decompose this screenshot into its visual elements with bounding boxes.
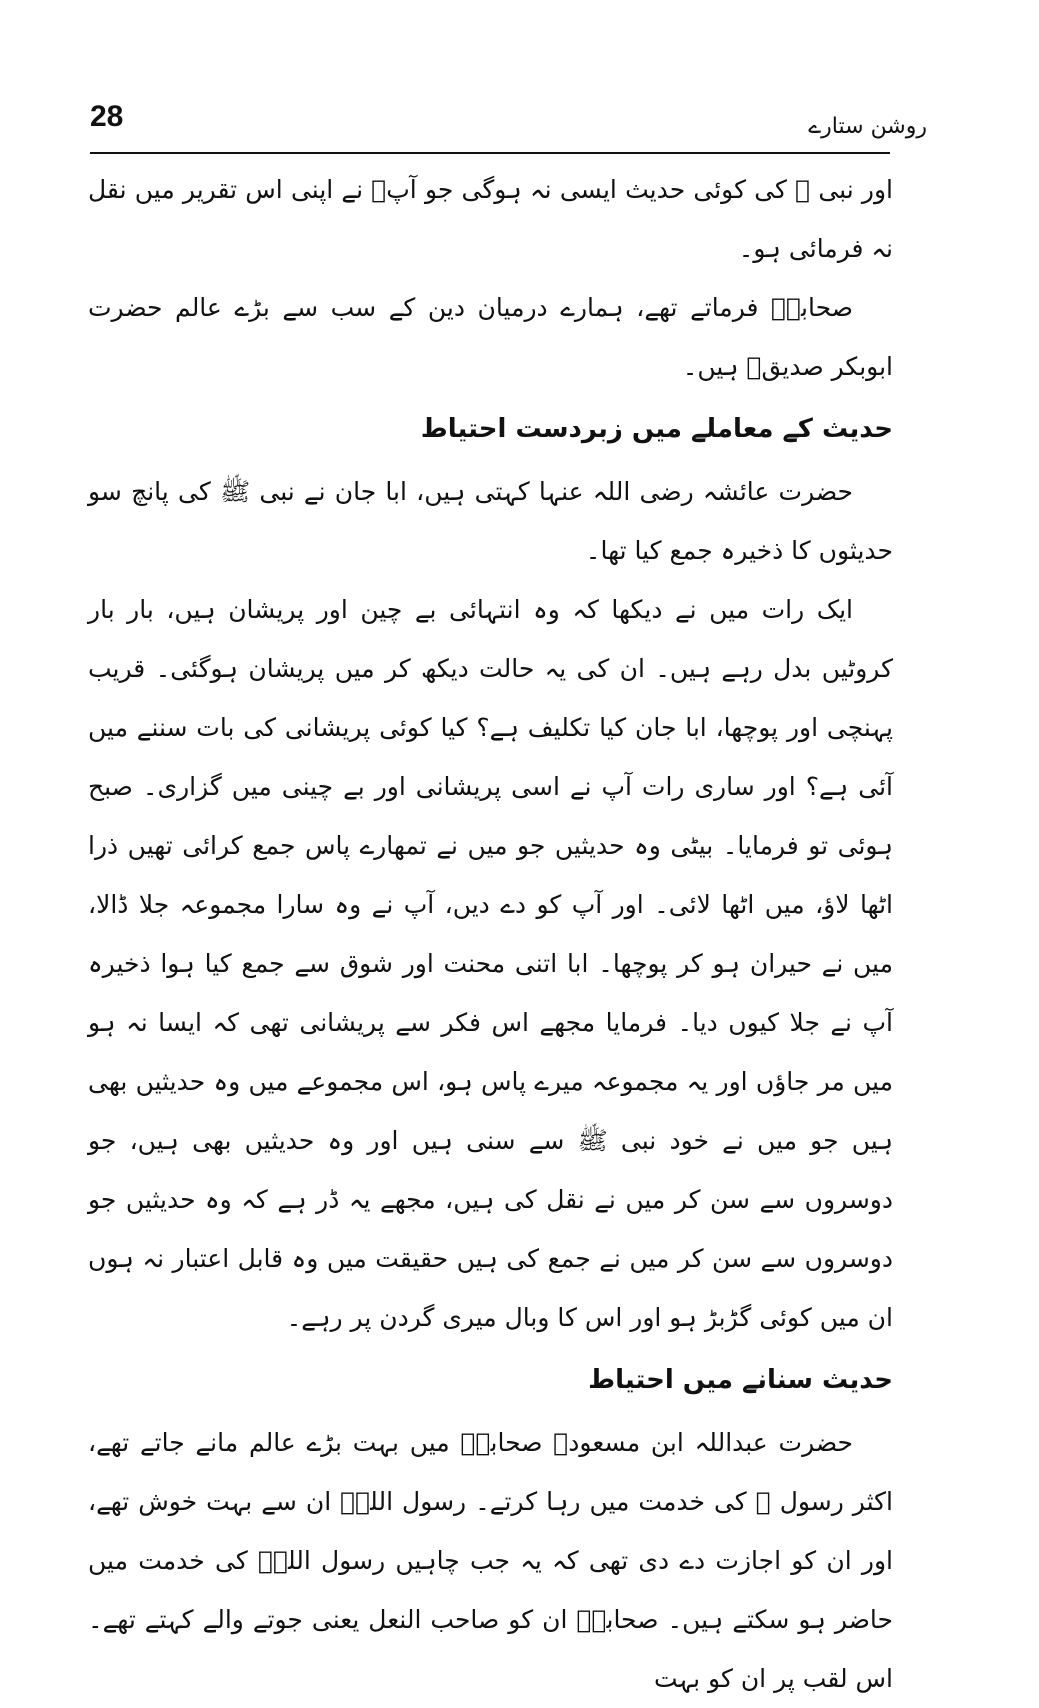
body-text	[88, 160, 893, 1708]
paragraph-1: اور نبی ﷺ کی کوئی حدیث ایسی نہ ہوگی جو آپؓ نے اپنی اس تقریر میں نقل نہ فرمائی ہو۔	[88, 175, 893, 263]
running-title: روشن ستارے	[808, 114, 927, 139]
header-rule	[90, 152, 890, 154]
paragraph-4: ایک رات میں نے دیکھا کہ وہ انتہائی بے چین اور پریشان ہیں، بار بار کروٹیں بدل رہے ہیں۔ ان کی یہ حالت دیکھ کر میں پریشان ہوگئی۔ قریب پہنچی اور پوچھا، ابا جان کیا تکلیف ہے؟ کیا کوئی پریشانی کی بات سننے میں آئی ہے؟ اور ساری رات آپ نے اسی پریشانی اور بے چینی میں گزاری۔ صبح ہوئی تو فرمایا۔ بیٹی وہ حدیثیں جو میں نے تمھارے پاس جمع کرائی تھیں ذرا اٹھا لاؤ، میں اٹھا لائی۔ اور آپ کو دے دیں، آپ نے وہ سارا مجموعہ جلا ڈالا، میں نے حیران ہو کر پوچھا۔ ابا اتنی محنت اور شوق سے جمع کیا ہوا ذخیرہ آپ نے جلا کیوں دیا۔ فرمایا مجھے اس فکر سے پریشانی تھی کہ ایسا نہ ہو میں مر جاؤں اور یہ مجموعہ میرے پاس ہو، اس مجموعے میں وہ حدیثیں بھی ہیں جو میں نے خود نبی ﷺ سے سنی ہیں اور وہ حدیثیں بھی ہیں، جو دوسروں سے سن کر میں نے نقل کی ہیں، مجھے یہ ڈر ہے کہ وہ حدیثیں جو دوسروں سے سن کر میں نے جمع کی ہیں حقیقت میں وہ قابل اعتبار نہ ہوں ان میں کوئی گڑبڑ ہو اور اس کا وبال میری گردن پر رہے۔	[88, 595, 893, 1332]
paragraph-2: صحابہؓ فرماتے تھے، ہمارے درمیان دین کے سب سے بڑے عالم حضرت ابوبکر صدیقؓ ہیں۔	[88, 293, 893, 381]
paragraph-5: حضرت عبداللہ ابن مسعودؓ صحابہؓ میں بہت بڑے عالم مانے جاتے تھے، اکثر رسول ﷺ کی خدمت میں رہا کرتے۔ رسول اللہؐ ان سے بہت خوش تھے، اور ان کو اجازت دے دی تھی کہ یہ جب چاہیں رسول اللہؐ کی خدمت میں حاضر ہو سکتے ہیں۔ صحابہؓ ان کو صاحب النعل یعنی جوتے والے کہتے تھے۔ اس لقب پر ان کو بہت	[88, 1428, 893, 1693]
page-number: 28	[90, 100, 124, 133]
section-heading-2: حدیث سنانے میں احتیاط	[588, 1365, 893, 1395]
section-heading-1: حدیث کے معاملے میں زبردست احتیاط	[420, 414, 893, 444]
paragraph-3: حضرت عائشہ رضی اللہ عنہا کہتی ہیں، ابا جان نے نبی ﷺ کی پانچ سو حدیثوں کا ذخیرہ جمع کیا تھا۔	[88, 477, 893, 565]
